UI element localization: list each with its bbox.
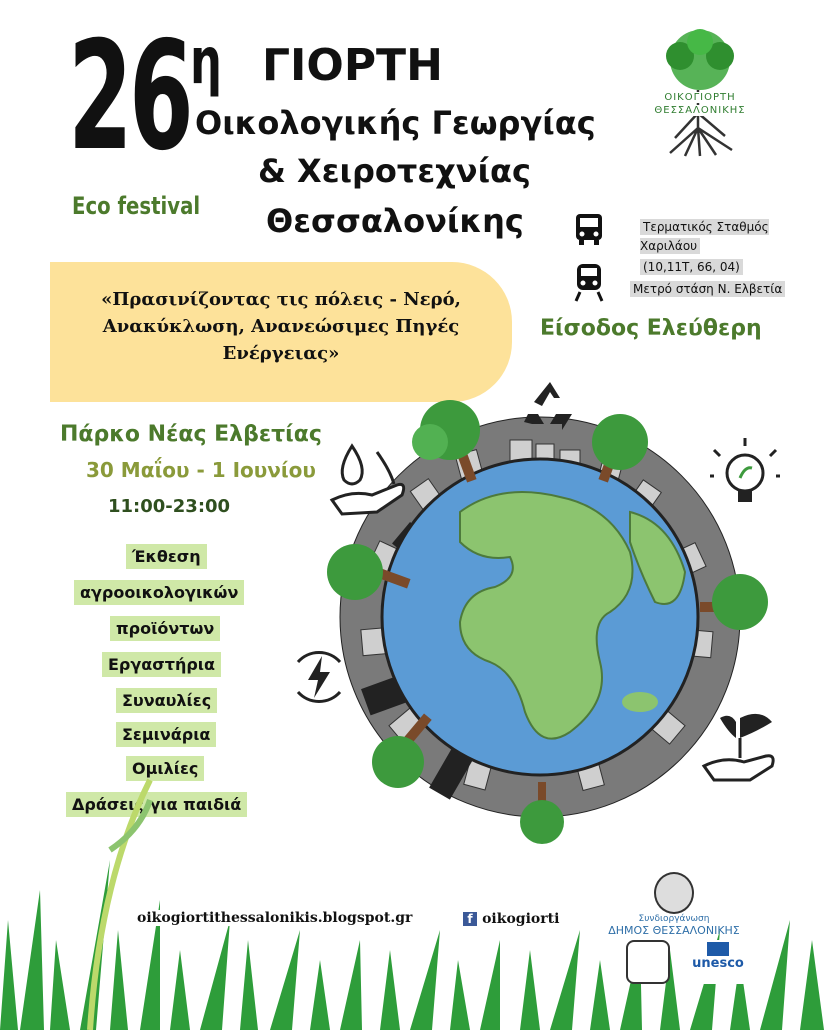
activity-item: Εργαστήρια xyxy=(102,652,221,677)
activity-item: Έκθεση xyxy=(126,544,207,569)
quote-line-2: Ανακύκλωση, Ανανεώσιμες Πηγές xyxy=(102,316,460,337)
facebook-icon: f xyxy=(463,912,477,926)
title-line-4: Θεσσαλονίκης xyxy=(266,202,524,240)
bus-terminal-label: Τερματικός Σταθμός Χαριλάου xyxy=(640,220,769,253)
quote-line-3: Ενέργειας» xyxy=(222,343,340,364)
metro-icon xyxy=(574,262,604,306)
festival-logo xyxy=(640,28,760,158)
facebook-link[interactable] xyxy=(460,908,562,927)
eco-festival-label: Eco festival xyxy=(72,192,201,220)
logo-line-2: ΘΕΣΣΑΛΟΝΙΚΗΣ xyxy=(640,105,760,116)
unesco-logo xyxy=(682,940,754,984)
facebook-handle: oikogiorti xyxy=(482,911,560,927)
unesco-label: unesco xyxy=(692,956,744,971)
activity-item: Συναυλίες xyxy=(116,688,217,713)
energy-icon xyxy=(284,642,354,716)
title-line-3: & Χειροτεχνίας xyxy=(258,152,531,190)
metro-info xyxy=(630,278,785,297)
partner-logo xyxy=(626,940,670,984)
title-line-2: Οικολογικής Γεωργίας xyxy=(195,104,596,142)
municipality-logo xyxy=(594,872,754,937)
blog-link[interactable]: oikogiortithessalonikis.blogspot.gr xyxy=(134,910,415,926)
activity-item: Δράσεις για παιδιά xyxy=(66,792,247,817)
quote-line-1: «Πρασινίζοντας τις πόλεις - Νερό, xyxy=(101,289,461,310)
lightbulb-icon xyxy=(710,438,780,522)
edition-suffix: η xyxy=(190,25,222,99)
activity-item: αγροοικολογικών xyxy=(74,580,244,605)
free-entry-label: Είσοδος Ελεύθερη xyxy=(540,316,762,341)
edition-number: 26 xyxy=(68,10,190,184)
recycle-icon xyxy=(520,378,580,438)
bus-icon xyxy=(574,212,604,250)
event-location: Πάρκο Νέας Ελβετίας xyxy=(60,422,322,447)
metro-station-label: Μετρό στάση Ν. Ελβετία xyxy=(630,281,785,297)
collab-label: Συνδιοργάνωση xyxy=(638,914,710,924)
theme-quote xyxy=(56,286,506,367)
event-dates: 30 Μαΐου - 1 Ιουνίου xyxy=(86,458,316,482)
bus-lines-label: (10,11Τ, 66, 04) xyxy=(640,259,743,275)
activity-item: Ομιλίες xyxy=(126,756,204,781)
bus-info xyxy=(640,216,824,275)
water-hand-icon xyxy=(322,440,412,524)
municipality-name: ΔΗΜΟΣ ΘΕΣΣΑΛΟΝΙΚΗΣ xyxy=(608,924,740,937)
activity-item: προϊόντων xyxy=(110,616,220,641)
logo-line-1: ΟΙΚΟΓΙΟΡΤΗ xyxy=(640,92,760,103)
activity-item: Σεμινάρια xyxy=(116,722,216,747)
event-hours: 11:00-23:00 xyxy=(108,496,231,517)
title-line-1: ΓΙΟΡΤΗ xyxy=(262,40,443,91)
